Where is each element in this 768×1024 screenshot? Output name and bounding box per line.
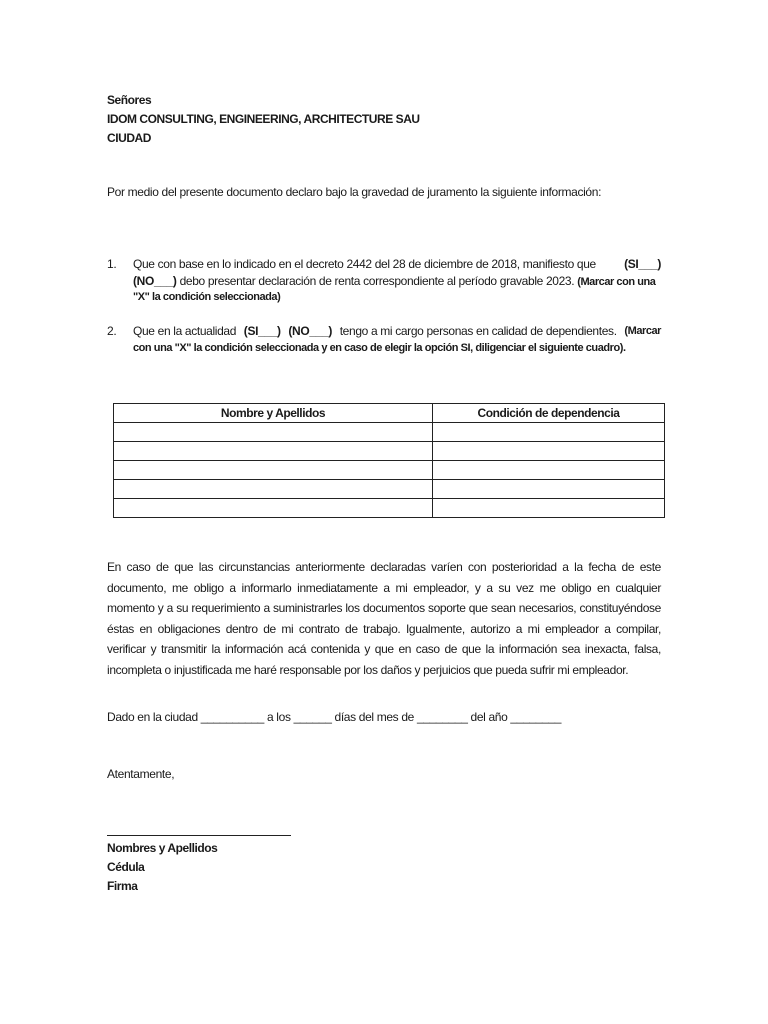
item1-si-option: (SI___) [624,257,661,271]
table-cell[interactable] [433,442,665,461]
table-cell[interactable] [114,461,433,480]
paragraph-line: incompleta o injustificada me haré responsable por los daños y perjuicios que pueda sufrir mi empleador. [107,662,629,677]
salutation: Señores [107,93,152,107]
dependents-table [113,403,665,518]
table-cell[interactable] [114,442,433,461]
paragraph-line: En caso de que las circunstancias anteriormente declaradas varíen con posterioridad a la fecha de este [107,560,661,574]
declaration-paragraph [107,557,661,680]
item1-text: Que con base en lo indicado en el decreto 2442 del 28 de diciembre de 2018, manifiesto que [133,257,596,271]
closing: Atentamente, [107,767,175,781]
table-cell[interactable] [114,423,433,442]
item2-number: 2. [107,324,117,338]
table-header-row [114,404,665,423]
table-cell[interactable] [433,499,665,518]
city-label: CIUDAD [107,131,151,145]
paragraph-line: verificar y transmitir la información acá contenida y que en caso de que la información sea inexacta, falsa, [107,642,661,656]
table-cell[interactable] [114,499,433,518]
item1-note: (Marcar con una [577,276,656,288]
table-cell[interactable] [114,480,433,499]
table-cell[interactable] [433,423,665,442]
paragraph-line: documento, me obligo a informarlo inmediatamente a mi empleador, y a su vez me obligo en cualquier [107,580,661,595]
item2-no-option: (NO___) [288,324,332,338]
signature-id-label: Cédula [107,860,145,874]
paragraph-line: éstas en obligaciones dentro de mi contrato de trabajo. Igualmente, autorizo a mi empleador a compilar, [107,621,661,636]
table-cell[interactable] [433,480,665,499]
item1-text-2: debo presentar declaración de renta correspondiente al período gravable 2023. [179,274,575,288]
paragraph-line: momento y a su requerimiento a suministrarles los documentos soporte que sean necesarios, constituyéndose [107,601,661,615]
item2-text-a: Que en la actualidad [133,324,237,338]
table-cell[interactable] [433,461,665,480]
signature-name-label: Nombres y Apellidos [107,841,218,855]
dated-line: Dado en la ciudad __________ a los ______ días del mes de ________ del año ________ [107,710,562,724]
item2-note-2: con una "X" la condición seleccionada y en caso de elegir la opción SI, diligenciar el siguiente cuadro). [133,342,626,354]
company-name: IDOM CONSULTING, ENGINEERING, ARCHITECTURE SAU [107,112,420,126]
column-header-dependency: Condición de dependencia [433,404,665,423]
intro-text: Por medio del presente documento declaro bajo la gravedad de juramento la siguiente información: [107,185,602,199]
table-row [114,423,665,442]
signature-sign-label: Firma [107,879,138,893]
item1-note-2: "X" la condición seleccionada) [133,291,281,303]
item1-no-option: (NO___) [133,274,177,288]
item2-text-b: tengo a mi cargo personas en calidad de dependientes. [339,324,617,338]
column-header-name: Nombre y Apellidos [114,404,433,423]
item2-si-option: (SI___) [243,324,281,338]
table-row [114,499,665,518]
item2-note: (Marcar [624,325,661,337]
table-row [114,480,665,499]
item1-number: 1. [107,257,117,271]
table-row [114,442,665,461]
signature-line [107,835,291,836]
table-row [114,461,665,480]
